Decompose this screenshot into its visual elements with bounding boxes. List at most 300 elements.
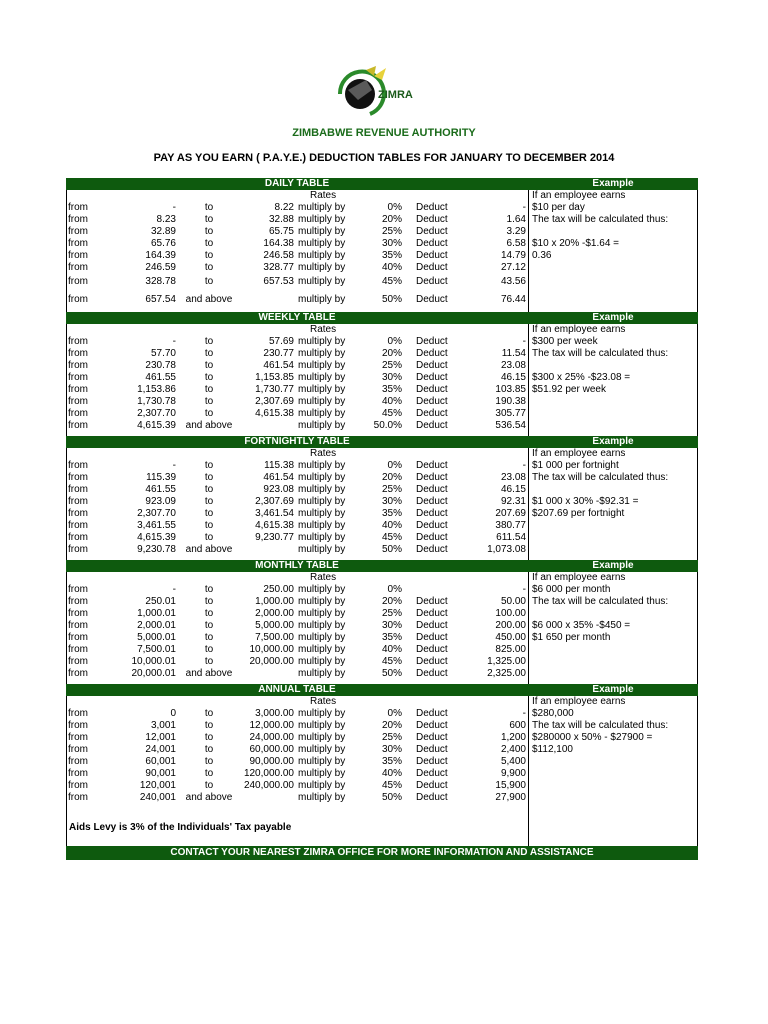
example-line: The tax will be calculated thus: (532, 214, 669, 225)
table-cell: to (204, 768, 214, 779)
table-cell: - (522, 584, 526, 595)
table-cell: 240,000.00 (243, 780, 294, 791)
table-cell: to (204, 372, 214, 383)
table-cell: multiply by (298, 532, 346, 543)
table-cell: from (68, 360, 88, 371)
table-cell: 50% (381, 668, 402, 679)
table-cell: 3,461.54 (255, 508, 294, 519)
example-line: $300 x 25% -$23.08 = (532, 372, 631, 383)
table-cell: to (204, 732, 214, 743)
table-cell: to (204, 226, 214, 237)
table-cell: multiply by (298, 336, 346, 347)
table-cell: 46.15 (500, 372, 526, 383)
table-cell: to (204, 744, 214, 755)
table-cell: multiply by (298, 584, 346, 595)
table-cell: 30% (381, 238, 402, 249)
table-cell: from (68, 644, 88, 655)
table-cell: 50.00 (500, 596, 526, 607)
table-cell: to (204, 484, 214, 495)
table-cell: to (204, 780, 214, 791)
table-row (66, 360, 698, 372)
table-cell: from (68, 792, 88, 803)
table-cell: - (522, 202, 526, 213)
table-cell: 461.55 (145, 484, 176, 495)
table-cell: 27,900 (495, 792, 526, 803)
table-cell: to (204, 520, 214, 531)
table-cell: 9,230.77 (255, 532, 294, 543)
table-cell: Deduct (416, 620, 448, 631)
example-header: Example (592, 178, 634, 189)
table-cell: 90,001 (145, 768, 176, 779)
table-cell: from (68, 408, 88, 419)
table-cell: from (68, 472, 88, 483)
table-cell: multiply by (298, 348, 346, 359)
table-cell: 30% (381, 372, 402, 383)
table-cell: 20,000.01 (131, 668, 176, 679)
table-cell: 27.12 (500, 262, 526, 273)
table-row (66, 294, 698, 306)
table-cell: Deduct (416, 408, 448, 419)
example-line: $51.92 per week (532, 384, 606, 395)
table-cell: Deduct (416, 720, 448, 731)
table-cell: 0% (387, 708, 402, 719)
table-cell: 1,153.85 (255, 372, 294, 383)
table-cell: 25% (381, 732, 402, 743)
table-cell: 25% (381, 608, 402, 619)
table-cell: 5,000.00 (255, 620, 294, 631)
table-cell: Deduct (416, 372, 448, 383)
table-cell: 0% (387, 460, 402, 471)
table-cell: 40% (381, 520, 402, 531)
table-cell: and above (185, 294, 233, 305)
table-cell: 35% (381, 508, 402, 519)
table-cell: to (204, 276, 214, 287)
example-header: Example (592, 560, 634, 571)
table-cell: 65.76 (150, 238, 176, 249)
table-cell: 4,615.39 (137, 420, 176, 431)
table-cell: 24,001 (145, 744, 176, 755)
table-cell: 200.00 (495, 620, 526, 631)
table-cell: 35% (381, 632, 402, 643)
table-cell: multiply by (298, 420, 346, 431)
table-cell: from (68, 420, 88, 431)
table-cell: to (204, 472, 214, 483)
table-cell: Deduct (416, 532, 448, 543)
table-cell: 25% (381, 484, 402, 495)
table-row (66, 708, 698, 720)
table-cell: 1,730.78 (137, 396, 176, 407)
example-line: The tax will be calculated thus: (532, 720, 669, 731)
table-cell: from (68, 214, 88, 225)
table-cell: 120,000.00 (243, 768, 294, 779)
table-cell: 1,200 (500, 732, 526, 743)
table-cell: 14.79 (500, 250, 526, 261)
table-cell: multiply by (298, 294, 346, 305)
table-cell: 2,307.69 (255, 496, 294, 507)
table-cell: from (68, 348, 88, 359)
table-cell: 2,307.70 (137, 408, 176, 419)
table-cell: 0 (170, 708, 176, 719)
table-cell: multiply by (298, 262, 346, 273)
table-cell: from (68, 336, 88, 347)
table-cell: Deduct (416, 520, 448, 531)
table-cell: from (68, 496, 88, 507)
table-cell: to (204, 408, 214, 419)
table-row (66, 792, 698, 804)
table-cell: 305.77 (495, 408, 526, 419)
table-cell: to (204, 262, 214, 273)
table-cell: Deduct (416, 732, 448, 743)
table-cell: multiply by (298, 668, 346, 679)
table-cell: multiply by (298, 508, 346, 519)
table-cell: 20,000.00 (249, 656, 294, 667)
table-cell: from (68, 732, 88, 743)
example-line: $6 000 per month (532, 584, 611, 595)
table-cell: to (204, 756, 214, 767)
table-cell: and above (185, 668, 233, 679)
table-cell: - (172, 336, 176, 347)
table-cell: 461.55 (145, 372, 176, 383)
table-cell: 90,000.00 (249, 756, 294, 767)
example-line: $6 000 x 35% -$450 = (532, 620, 631, 631)
table-row (66, 250, 698, 262)
table-cell: - (522, 460, 526, 471)
table-cell: 24,000.00 (249, 732, 294, 743)
table-row (66, 420, 698, 432)
table-cell: 35% (381, 250, 402, 261)
table-cell: multiply by (298, 276, 346, 287)
table-cell: 2,000.00 (255, 608, 294, 619)
organization-name: ZIMBABWE REVENUE AUTHORITY (292, 127, 476, 139)
table-cell: - (522, 708, 526, 719)
table-cell: 60,000.00 (249, 744, 294, 755)
table-cell: 92.31 (500, 496, 526, 507)
example-line: If an employee earns (532, 448, 626, 459)
table-cell: - (172, 460, 176, 471)
table-cell: 40% (381, 768, 402, 779)
table-cell: multiply by (298, 396, 346, 407)
table-cell: 825.00 (495, 644, 526, 655)
table-cell: 164.38 (263, 238, 294, 249)
table-cell: 450.00 (495, 632, 526, 643)
table-cell: multiply by (298, 632, 346, 643)
table-cell: 45% (381, 780, 402, 791)
table-cell: multiply by (298, 720, 346, 731)
table-cell: multiply by (298, 520, 346, 531)
svg-text:ZIMRA: ZIMRA (378, 89, 413, 101)
table-cell: to (204, 632, 214, 643)
table-cell: 230.77 (263, 348, 294, 359)
table-cell: from (68, 460, 88, 471)
table-cell: 1,153.86 (137, 384, 176, 395)
table-cell: to (204, 238, 214, 249)
table-cell: Deduct (416, 792, 448, 803)
table-cell: 45% (381, 408, 402, 419)
table-cell: 20% (381, 596, 402, 607)
table-cell: from (68, 294, 88, 305)
example-line: The tax will be calculated thus: (532, 472, 669, 483)
table-cell: 100.00 (495, 608, 526, 619)
table-cell: 246.58 (263, 250, 294, 261)
table-cell: from (68, 720, 88, 731)
section-header (66, 312, 698, 324)
table-cell: from (68, 484, 88, 495)
table-cell: multiply by (298, 744, 346, 755)
table-cell: to (204, 250, 214, 261)
table-cell: 46.15 (500, 484, 526, 495)
table-cell: 0% (387, 336, 402, 347)
table-cell: 8.23 (156, 214, 176, 225)
table-cell: from (68, 520, 88, 531)
rates-label: Rates (310, 572, 337, 583)
table-cell: from (68, 620, 88, 631)
table-cell: from (68, 780, 88, 791)
table-cell: 328.77 (263, 262, 294, 273)
table-cell: from (68, 396, 88, 407)
table-cell: multiply by (298, 250, 346, 261)
table-cell: Deduct (416, 708, 448, 719)
table-cell: multiply by (298, 484, 346, 495)
table-cell: from (68, 202, 88, 213)
table-cell: multiply by (298, 372, 346, 383)
table-cell: 923.08 (263, 484, 294, 495)
table-cell: 600 (509, 720, 526, 731)
table-cell: from (68, 708, 88, 719)
table-cell: multiply by (298, 768, 346, 779)
table-cell: from (68, 238, 88, 249)
table-cell: to (204, 508, 214, 519)
table-row (66, 484, 698, 496)
table-cell: 32.88 (268, 214, 294, 225)
table-row (66, 780, 698, 792)
page-title: PAY AS YOU EARN ( P.A.Y.E.) DEDUCTION TABLES FOR JANUARY TO DECEMBER 2014 (153, 152, 615, 164)
table-cell: Deduct (416, 276, 448, 287)
table-cell: multiply by (298, 732, 346, 743)
table-cell: to (204, 644, 214, 655)
section-header (66, 684, 698, 696)
table-cell: 60,001 (145, 756, 176, 767)
table-cell: Deduct (416, 596, 448, 607)
table-cell: Deduct (416, 336, 448, 347)
example-line: The tax will be calculated thus: (532, 596, 669, 607)
example-line: If an employee earns (532, 324, 626, 335)
table-cell: to (204, 720, 214, 731)
table-cell: 3,001 (150, 720, 176, 731)
table-cell: 0% (387, 202, 402, 213)
example-line: $300 per week (532, 336, 598, 347)
table-cell: 115.38 (264, 460, 294, 471)
rates-label: Rates (310, 448, 337, 459)
table-cell: multiply by (298, 360, 346, 371)
table-cell: to (204, 596, 214, 607)
table-row (66, 768, 698, 780)
table-cell: 20% (381, 214, 402, 225)
table-cell: from (68, 276, 88, 287)
table-row (66, 408, 698, 420)
table-cell: multiply by (298, 226, 346, 237)
table-cell: 2,000.01 (137, 620, 176, 631)
example-line: The tax will be calculated thus: (532, 348, 669, 359)
aids-levy-note: Aids Levy is 3% of the Individuals' Tax payable (69, 822, 292, 833)
table-cell: to (204, 348, 214, 359)
table-cell: from (68, 384, 88, 395)
table-cell: from (68, 632, 88, 643)
table-cell: Deduct (416, 508, 448, 519)
table-cell: from (68, 226, 88, 237)
table-cell: 40% (381, 396, 402, 407)
table-cell: - (172, 584, 176, 595)
table-row (66, 520, 698, 532)
table-row (66, 744, 698, 756)
table-cell: 65.75 (268, 226, 294, 237)
table-cell: 4,615.38 (255, 520, 294, 531)
table-cell: from (68, 250, 88, 261)
table-cell: Deduct (416, 202, 448, 213)
table-cell: Deduct (416, 768, 448, 779)
table-cell: multiply by (298, 596, 346, 607)
table-cell: 461.54 (263, 360, 294, 371)
example-line: $280000 x 50% - $27900 = (532, 732, 653, 743)
table-cell: 20% (381, 472, 402, 483)
table-cell: to (204, 336, 214, 347)
table-row (66, 608, 698, 620)
table-cell: from (68, 596, 88, 607)
table-cell: 380.77 (495, 520, 526, 531)
table-cell: Deduct (416, 644, 448, 655)
section-title: DAILY TABLE (264, 178, 330, 189)
table-cell: Deduct (416, 756, 448, 767)
table-cell: 40% (381, 644, 402, 655)
table-cell: Deduct (416, 780, 448, 791)
table-cell: 3,000.00 (255, 708, 294, 719)
table-cell: 250.00 (263, 584, 294, 595)
table-cell: Deduct (416, 238, 448, 249)
table-cell: 2,400 (500, 744, 526, 755)
table-cell: 0% (387, 584, 402, 595)
table-cell: 20% (381, 720, 402, 731)
example-line: $10 x 20% -$1.64 = (532, 238, 620, 249)
table-cell: from (68, 532, 88, 543)
table-cell: 25% (381, 360, 402, 371)
example-line: $280,000 (532, 708, 574, 719)
table-cell: Deduct (416, 250, 448, 261)
example-header: Example (592, 436, 634, 447)
table-cell: multiply by (298, 384, 346, 395)
table-cell: to (204, 202, 214, 213)
table-cell: 50.0% (373, 420, 402, 431)
table-cell: to (204, 214, 214, 225)
section-header (66, 436, 698, 448)
table-cell: to (204, 384, 214, 395)
table-cell: Deduct (416, 544, 448, 555)
table-cell: 1,073.08 (487, 544, 526, 555)
table-row (66, 544, 698, 556)
section-title: MONTHLY TABLE (255, 560, 339, 571)
table-cell: Deduct (416, 348, 448, 359)
section-title: FORTNIGHTLY TABLE (244, 436, 350, 447)
table-cell: 30% (381, 620, 402, 631)
table-cell: 5,000.01 (137, 632, 176, 643)
table-cell: multiply by (298, 792, 346, 803)
table-cell: 7,500.00 (255, 632, 294, 643)
example-line: If an employee earns (532, 572, 626, 583)
table-cell: Deduct (416, 460, 448, 471)
table-cell: Deduct (416, 744, 448, 755)
table-cell: 76.44 (500, 294, 526, 305)
table-cell: 10,000.01 (131, 656, 176, 667)
table-cell: 1,000.00 (255, 596, 294, 607)
table-cell: multiply by (298, 472, 346, 483)
table-cell: 461.54 (263, 472, 294, 483)
table-cell: 12,000.00 (249, 720, 294, 731)
table-cell: 7,500.01 (137, 644, 176, 655)
table-cell: Deduct (416, 226, 448, 237)
table-cell: to (204, 360, 214, 371)
table-cell: 10,000.00 (249, 644, 294, 655)
table-cell: 657.54 (145, 294, 176, 305)
table-cell: 2,307.69 (255, 396, 294, 407)
table-cell: from (68, 656, 88, 667)
table-cell: to (204, 656, 214, 667)
table-cell: multiply by (298, 780, 346, 791)
table-cell: from (68, 372, 88, 383)
table-cell: to (204, 460, 214, 471)
table-cell: from (68, 768, 88, 779)
table-cell: Deduct (416, 262, 448, 273)
table-row (66, 276, 698, 288)
table-cell: Deduct (416, 496, 448, 507)
table-cell: and above (185, 792, 233, 803)
table-cell: 50% (381, 792, 402, 803)
table-cell: to (204, 584, 214, 595)
table-cell: to (204, 608, 214, 619)
table-cell: 1,325.00 (487, 656, 526, 667)
section-header (66, 560, 698, 572)
section-header (66, 178, 698, 190)
example-line: $207.69 per fortnight (532, 508, 625, 519)
table-cell: 611.54 (496, 532, 526, 543)
table-cell: 23.08 (500, 472, 526, 483)
table-cell: 50% (381, 544, 402, 555)
table-cell: multiply by (298, 496, 346, 507)
table-cell: 20% (381, 348, 402, 359)
zimra-logo (336, 66, 422, 120)
contact-footer: CONTACT YOUR NEAREST ZIMRA OFFICE FOR MORE INFORMATION AND ASSISTANCE (66, 846, 698, 860)
table-cell: 57.70 (150, 348, 176, 359)
example-line: $1 000 x 30% -$92.31 = (532, 496, 639, 507)
table-cell: multiply by (298, 708, 346, 719)
table-cell: from (68, 584, 88, 595)
table-cell: multiply by (298, 756, 346, 767)
section-title: WEEKLY TABLE (258, 312, 336, 323)
table-cell: Deduct (416, 396, 448, 407)
table-row (66, 202, 698, 214)
table-cell: Deduct (416, 214, 448, 225)
example-line: $112,100 (532, 744, 573, 755)
example-line: $1 000 per fortnight (532, 460, 619, 471)
table-cell: Deduct (416, 384, 448, 395)
table-row (66, 336, 698, 348)
table-cell: 246.59 (145, 262, 176, 273)
table-row (66, 396, 698, 408)
table-cell: multiply by (298, 460, 346, 471)
table-cell: Deduct (416, 360, 448, 371)
table-cell: 5,400 (500, 756, 526, 767)
table-cell: 45% (381, 532, 402, 543)
table-cell: 657.53 (263, 276, 294, 287)
table-cell: to (204, 396, 214, 407)
table-cell: Deduct (416, 608, 448, 619)
